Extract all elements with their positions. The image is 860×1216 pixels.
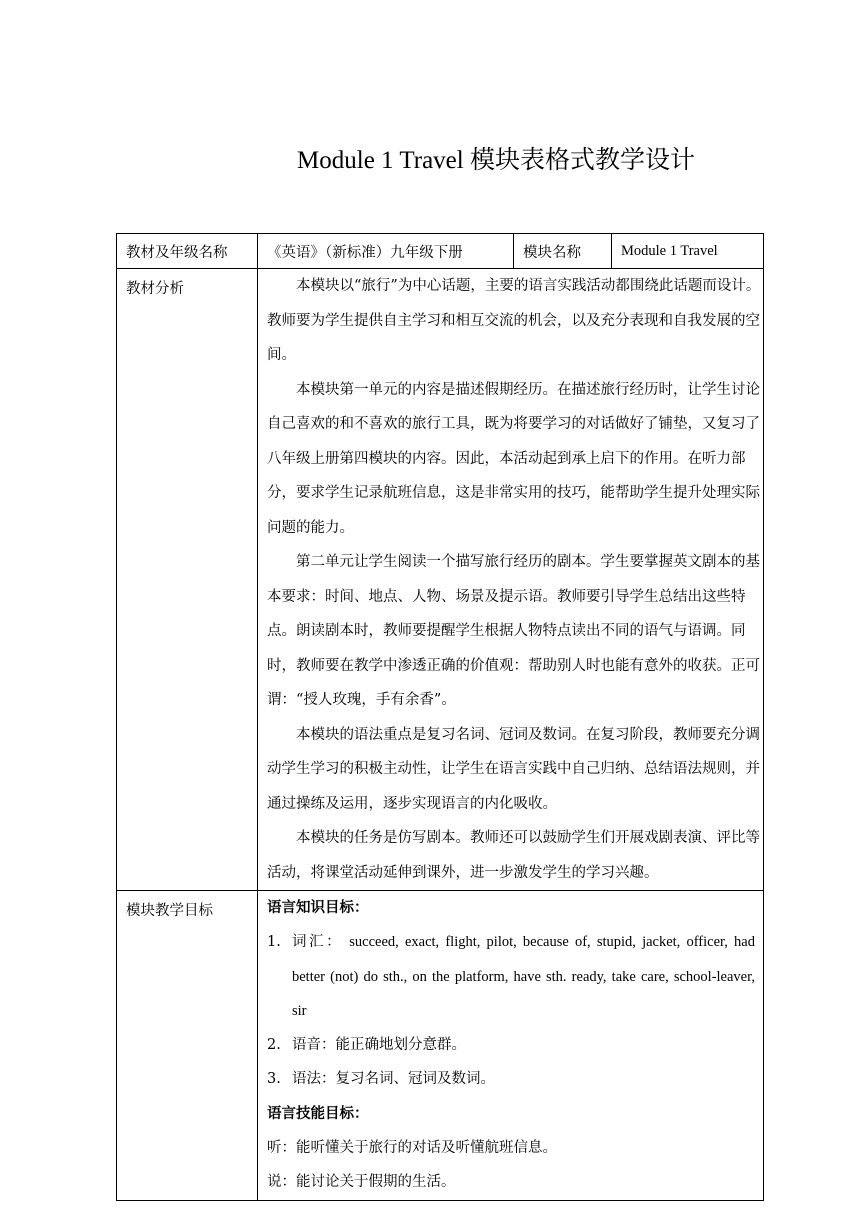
- speaking-goal: 说：能讨论关于假期的生活。: [267, 1174, 456, 1191]
- lesson-design-table: [116, 233, 764, 1201]
- table-row: [117, 234, 764, 269]
- analysis-label: 教材分析: [126, 281, 184, 297]
- pronunciation-item: 语音：能正确地划分意群。: [292, 1037, 466, 1054]
- list-number: 3.: [267, 1071, 281, 1088]
- textbook-grade-value: 《英语》（新标准）九年级下册: [258, 234, 514, 269]
- knowledge-goals-heading: 语言知识目标：: [267, 899, 369, 916]
- list-number: 1.: [267, 934, 281, 951]
- analysis-paragraph: 本模块第一单元的内容是描述假期经历。在描述旅行经历时，让学生讨论自己喜欢的和不喜欢的旅行工具，既为将要学习的对话做好了铺垫，又复习了八年级上册第四模块的内容。因此，本活动起到承上启下的作用。在听力部分，要求学生记录航班信息，这是非常实用的技巧，能帮助学生提升处理实际问题的能力。: [267, 381, 760, 536]
- module-name-value: Module 1 Travel: [612, 234, 764, 269]
- analysis-paragraph: 本模块以“旅行”为中心话题，主要的语言实践活动都围绕此话题而设计。教师要为学生提供自主学习和相互交流的机会，以及充分表现和自我发展的空间。: [267, 278, 761, 363]
- skills-goals-heading: 语言技能目标：: [267, 1104, 369, 1122]
- analysis-paragraph: 本模块的任务是仿写剧本。教师还可以鼓励学生们开展戏剧表演、评比等活动，将课堂活动延伸到课外，进一步激发学生的学习兴趣。: [267, 830, 760, 881]
- table-row: [117, 891, 764, 1201]
- module-name-label: 模块名称: [514, 234, 612, 269]
- textbook-grade-label: 教材及年级名称: [117, 234, 258, 269]
- goals-label: 模块教学目标: [126, 903, 213, 919]
- list-item: [267, 1062, 763, 1096]
- analysis-paragraph: 本模块的语法重点是复习名词、冠词及数词。在复习阶段，教师要充分调动学生学习的积极主动性，让学生在语言实践中自己归纳、总结语法规则，并通过操练及运用，逐步实现语言的内化吸收。: [267, 726, 760, 812]
- table-row: [117, 269, 764, 891]
- analysis-paragraph: 第二单元让学生阅读一个描写旅行经历的剧本。学生要掌握英文剧本的基本要求：时间、地点、人物、场景及提示语。教师要引导学生总结出这些特点。朗读剧本时，教师要提醒学生根据人物特点读出不同的语气与语调。同时，教师要在教学中渗透正确的价值观：帮助别人时也能有意外的收获。正可谓：“授人玫瑰，手有余香”。: [267, 554, 760, 708]
- document-title: Module 1 Travel 模块表格式教学设计: [297, 147, 695, 174]
- vocabulary-item: 词汇： succeed, exact, flight, pilot, because of, stupid, jacket, officer, had better (not) do sth., on the platform, have sth. ready, take care, school-leaver, sir: [292, 934, 755, 1019]
- list-item: [267, 1028, 763, 1062]
- grammar-item: 语法：复习名词、冠词及数词。: [292, 1071, 495, 1088]
- list-item: [267, 925, 763, 1028]
- listening-goal: 听：能听懂关于旅行的对话及听懂航班信息。: [267, 1140, 557, 1157]
- list-number: 2.: [267, 1037, 281, 1054]
